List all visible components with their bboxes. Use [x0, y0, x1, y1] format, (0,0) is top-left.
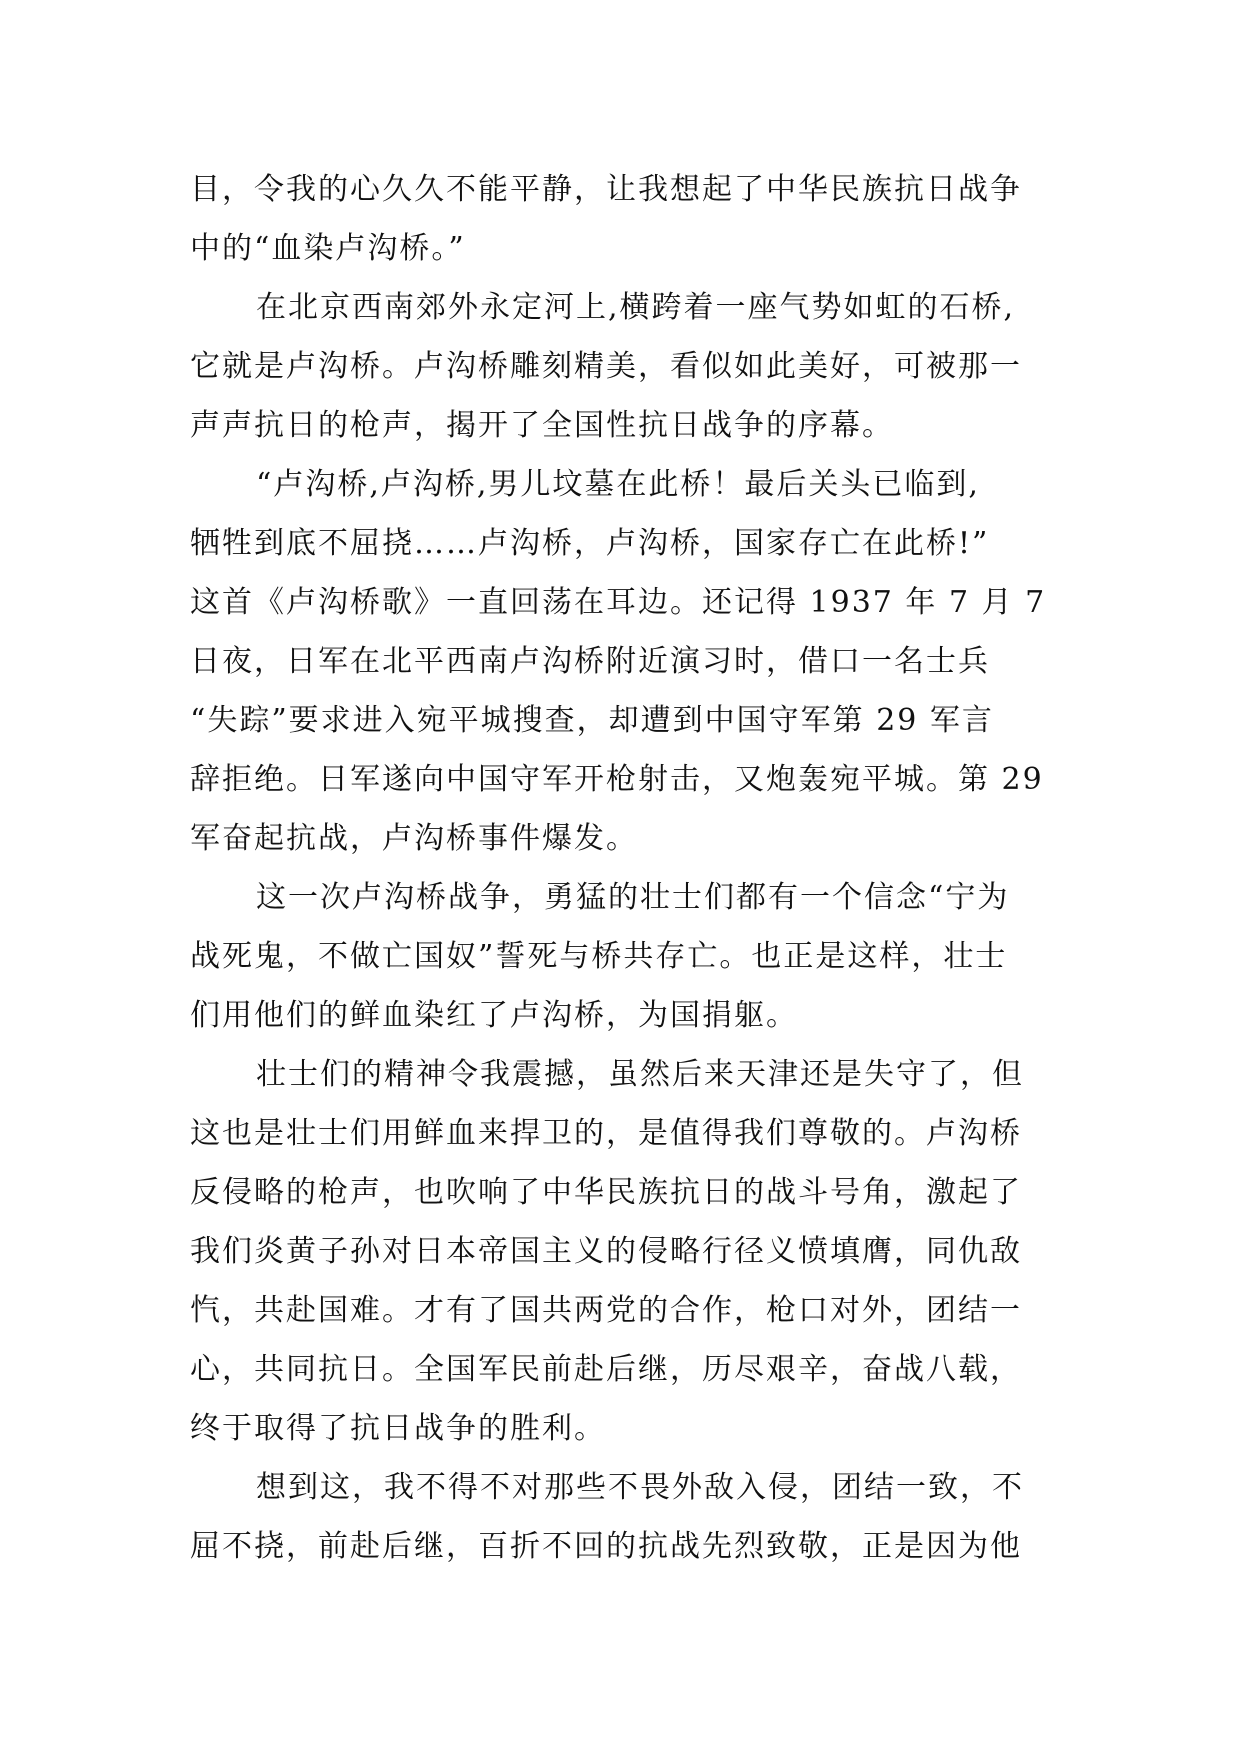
text-line: 牺牲到底不屈挠……卢沟桥，卢沟桥，国家存亡在此桥!”: [190, 526, 990, 561]
text-line: 辞拒绝。日军遂向中国守军开枪射击，又炮轰宛平城。第 29: [190, 762, 1044, 797]
paragraph-first-line: 壮士们的精神令我震撼，虽然后来天津还是失守了，但: [256, 1057, 1024, 1092]
text-line: 声声抗日的枪声，揭开了全国性抗日战争的序幕。: [190, 408, 894, 443]
text-line: 这也是壮士们用鲜血来捍卫的，是值得我们尊敬的。卢沟桥: [190, 1116, 1022, 1151]
text-line: 它就是卢沟桥。卢沟桥雕刻精美，看似如此美好，可被那一: [190, 349, 1022, 384]
text-line: 战死鬼，不做亡国奴”誓死与桥共存亡。也正是这样，壮士: [190, 939, 1008, 974]
document-body: [190, 160, 1090, 1576]
paragraph-first-line: 想到这，我不得不对那些不畏外敌入侵，团结一致，不: [256, 1470, 1024, 1505]
paragraph-first-line: 在北京西南郊外永定河上,横跨着一座气势如虹的石桥,: [256, 290, 1016, 325]
text-line: 屈不挠，前赴后继，百折不回的抗战先烈致敬，正是因为他: [190, 1529, 1022, 1564]
text-line: 我们炎黄子孙对日本帝国主义的侵略行径义愤填膺，同仇敌: [190, 1234, 1022, 1269]
text-line: 中的“血染卢沟桥。”: [190, 231, 466, 266]
paragraph-first-line: 这一次卢沟桥战争，勇猛的壮士们都有一个信念“宁为: [256, 880, 1010, 915]
paragraph-first-line: “卢沟桥,卢沟桥,男儿坟墓在此桥！最后关头已临到,: [256, 467, 980, 502]
text-line: “失踪”要求进入宛平城搜查，却遭到中国守军第 29 军言: [190, 703, 994, 738]
text-line: 这首《卢沟桥歌》一直回荡在耳边。还记得 1937 年 7 月 7: [190, 585, 1047, 620]
text-line: 军奋起抗战，卢沟桥事件爆发。: [190, 821, 638, 856]
text-line: 心，共同抗日。全国军民前赴后继，历尽艰辛，奋战八载，: [190, 1352, 1022, 1387]
text-line: 终于取得了抗日战争的胜利。: [190, 1411, 606, 1446]
text-line: 目，令我的心久久不能平静，让我想起了中华民族抗日战争: [190, 172, 1022, 207]
text-line: 反侵略的枪声，也吹响了中华民族抗日的战斗号角，激起了: [190, 1175, 1022, 1210]
text-line: 忾，共赴国难。才有了国共两党的合作，枪口对外，团结一: [190, 1293, 1022, 1328]
text-line: 们用他们的鲜血染红了卢沟桥，为国捐躯。: [190, 998, 798, 1033]
text-line: 日夜，日军在北平西南卢沟桥附近演习时，借口一名士兵: [190, 644, 990, 679]
